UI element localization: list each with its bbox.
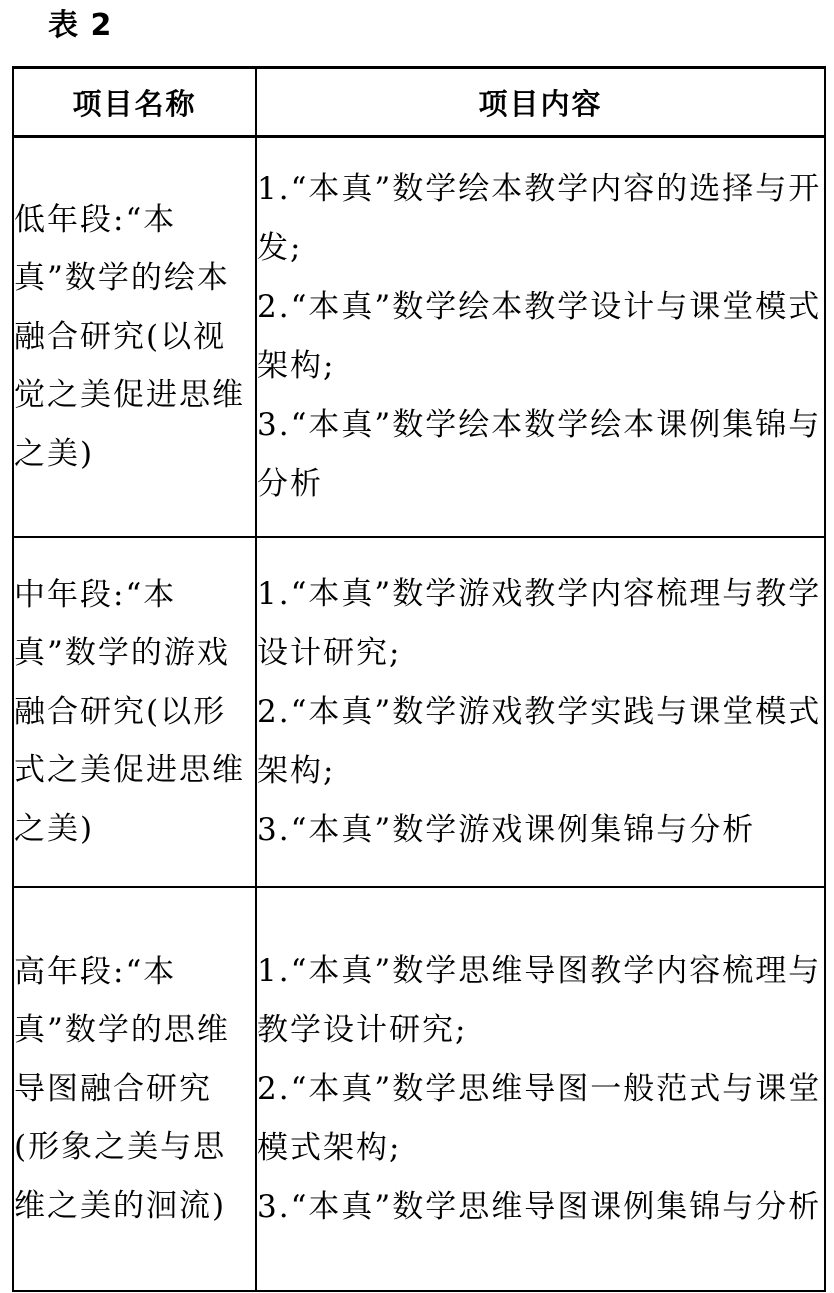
table-row-middle-grade: [13, 537, 825, 887]
project-name-cell: 中年段:“本真”数学的游戏融合研究(以形式之美促进思维之美): [13, 537, 256, 887]
content-item: 1.“本真”数学游戏教学内容梳理与教学设计研究;: [257, 575, 822, 671]
project-table: [12, 66, 826, 1292]
project-content-cell: [256, 137, 825, 538]
project-content-cell: [256, 887, 825, 1291]
table-row-low-grade: [13, 137, 825, 538]
table-row-high-grade: [13, 887, 825, 1291]
column-header-project-content: 项目内容: [256, 68, 825, 137]
column-header-project-name: 项目名称: [13, 68, 256, 137]
content-item: 1.“本真”数学绘本教学内容的选择与开发;: [257, 171, 822, 266]
table-title: 表 2: [48, 8, 113, 43]
content-item: 2.“本真”数学绘本教学设计与课堂模式架构;: [257, 289, 822, 384]
content-item: 3.“本真”数学思维导图课例集锦与分析: [257, 1188, 822, 1225]
project-name-cell: 高年段:“本真”数学的思维导图融合研究(形象之美与思维之美的洄流): [13, 887, 256, 1291]
project-name-cell: 低年段:“本真”数学的绘本融合研究(以视觉之美促进思维之美): [13, 137, 256, 538]
content-item: 1.“本真”数学思维导图教学内容梳理与教学设计研究;: [257, 952, 822, 1048]
table-header-row: [13, 68, 825, 137]
project-content-cell: [256, 537, 825, 887]
content-item: 2.“本真”数学游戏教学实践与课堂模式架构;: [257, 693, 822, 789]
content-item: 2.“本真”数学思维导图一般范式与课堂模式架构;: [257, 1070, 822, 1166]
content-item: 3.“本真”数学游戏课例集锦与分析: [257, 811, 756, 848]
content-item: 3.“本真”数学绘本数学绘本课例集锦与分析: [257, 407, 822, 502]
